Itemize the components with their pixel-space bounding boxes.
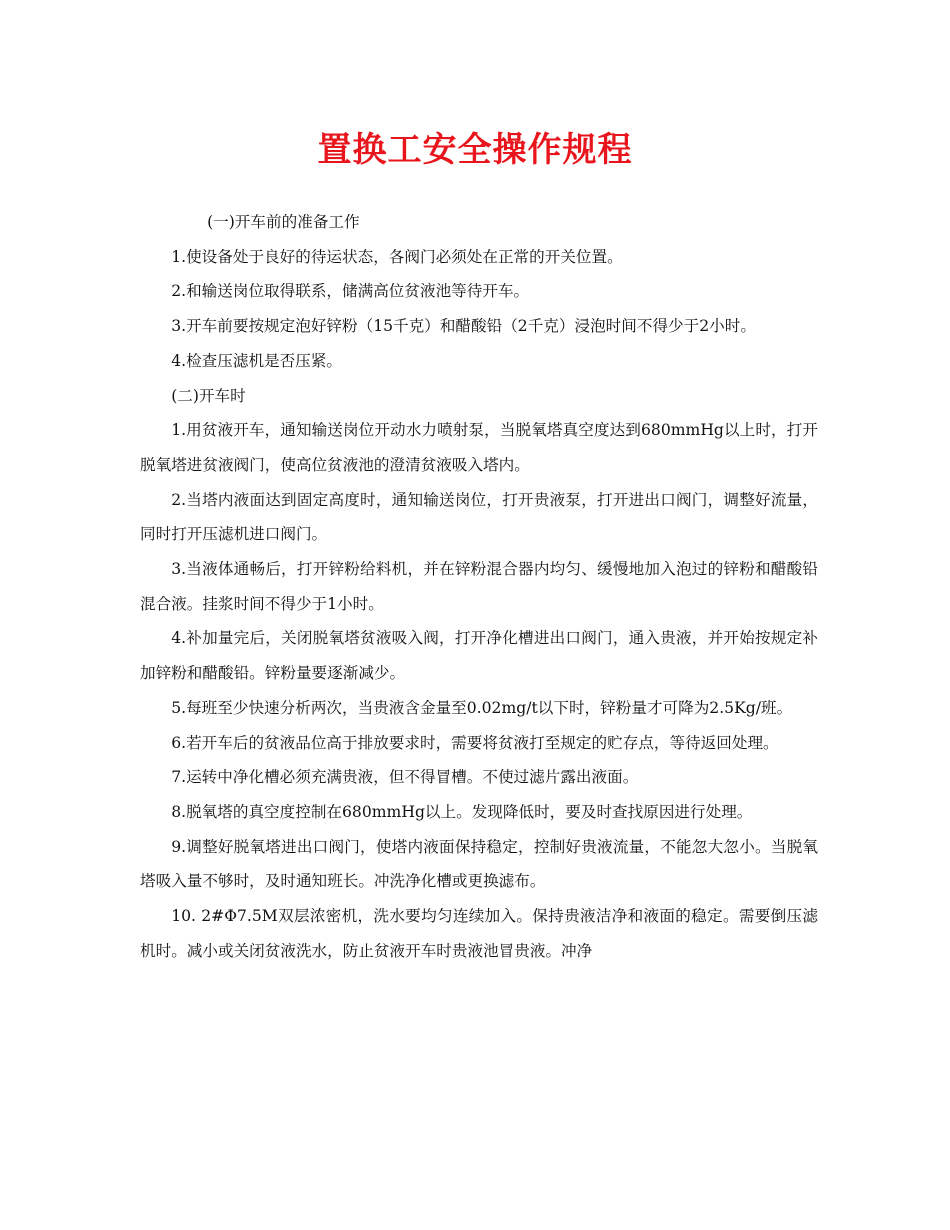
paragraph: 4.补加量完后，关闭脱氧塔贫液吸入阀，打开净化槽进出口阀门，通入贵液，并开始按规定补加锌粉和醋酸铅。锌粉量要逐渐减少。 [140, 629, 818, 683]
paragraph: 1.用贫液开车，通知输送岗位开动水力喷射泵，当脱氧塔真空度达到680mmHg以上时，打开脱氧塔进贫液阀门，使高位贫液池的澄清贫液吸入塔内。 [140, 421, 818, 474]
paragraph: 8.脱氧塔的真空度控制在680mmHg以上。发现降低时，要及时查找原因进行处理。 [171, 802, 753, 821]
document-title: 置换工安全操作规程 [317, 130, 633, 170]
document-body [140, 205, 818, 968]
paragraph: 2.和输送岗位取得联系，储满高位贫液池等待开车。 [171, 282, 530, 301]
paragraph: 9.调整好脱氧塔进出口阀门，使塔内液面保持稳定，控制好贵液流量，不能忽大忽小。当脱氧塔吸入量不够时，及时通知班长。冲洗净化槽或更换滤布。 [140, 837, 818, 891]
paragraph: 4.检查压滤机是否压紧。 [171, 351, 343, 370]
paragraph: 1.使设备处于良好的待运状态，各阀门必须处在正常的开关位置。 [171, 247, 623, 266]
paragraph: 6.若开车后的贫液品位高于排放要求时，需要将贫液打至规定的贮存点，等待返回处理。 [171, 733, 779, 752]
paragraph: 10. 2#Φ7.5M双层浓密机，洗水要均匀连续加入。保持贵液洁净和液面的稳定。需要倒压滤机时。减小或关闭贫液洗水，防止贫液开车时贵液池冒贵液。冲净 [140, 907, 818, 960]
paragraph: 3.开车前要按规定泡好锌粉（15千克）和醋酸铅（2千克）浸泡时间不得少于2小时。 [171, 317, 756, 336]
section-heading-before-start: (一)开车前的准备工作 [207, 213, 360, 231]
paragraph: 5.每班至少快速分析两次，当贵液含金量至0.02mg/t以下时，锌粉量才可降为2.5Kg/班。 [171, 698, 793, 717]
section-heading-during-start: (二)开车时 [171, 386, 246, 405]
paragraph: 3.当液体通畅后，打开锌粉给料机，并在锌粉混合器内均匀、缓慢地加入泡过的锌粉和醋酸铅混合液。挂浆时间不得少于1小时。 [140, 560, 818, 613]
paragraph: 2.当塔内液面达到固定高度时，通知输送岗位，打开贵液泵，打开进出口阀门，调整好流量，同时打开压滤机进口阀门。 [140, 490, 818, 544]
paragraph: 7.运转中净化槽必须充满贵液，但不得冒槽。不使过滤片露出液面。 [171, 768, 639, 787]
